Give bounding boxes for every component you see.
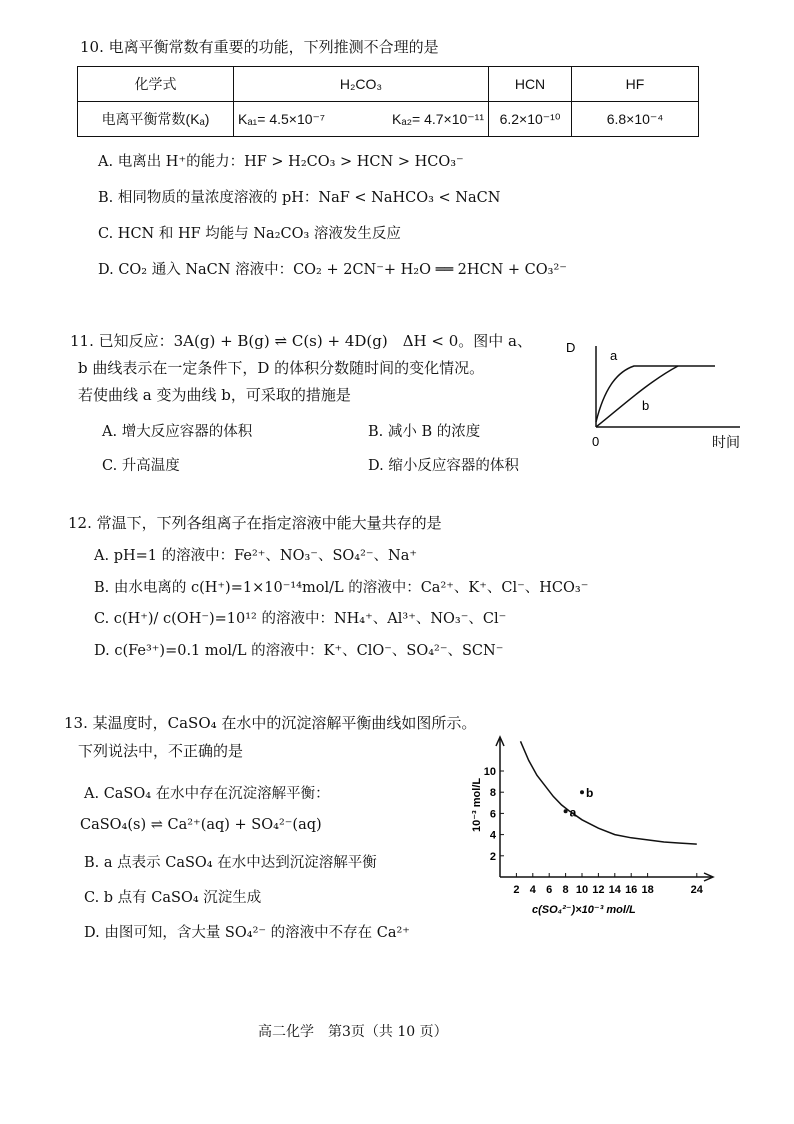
q13-equation: CaSO₄(s) ⇌ Ca²⁺(aq) + SO₄²⁻(aq) — [80, 817, 322, 833]
x-tick-label: 6 — [546, 884, 553, 896]
q10-option-d: D. CO₂ 通入 NaCN 溶液中：CO₂ + 2CN⁻+ H₂O ══ 2HCN + CO₃²⁻ — [98, 262, 567, 278]
point-label-b: b — [586, 786, 594, 801]
q10-option-c: C. HCN 和 HF 均能与 Na₂CO₃ 溶液发生反应 — [98, 226, 401, 242]
table-header-row — [78, 67, 699, 102]
caso4-solubility-chart — [460, 732, 730, 922]
y-tick-label: 8 — [489, 787, 496, 800]
x-tick-label: 2 — [513, 884, 520, 896]
q13-option-b: B. a 点表示 CaSO₄ 在水中达到沉淀溶解平衡 — [84, 855, 377, 871]
q12-option-c: C. c(H⁺)/ c(OH⁻)=10¹² 的溶液中：NH₄⁺、Al³⁺、NO₃⁻、Cl⁻ — [94, 611, 507, 627]
equilibrium-curve — [521, 741, 697, 844]
q12-option-d: D. c(Fe³⁺)=0.1 mol/L 的溶液中：K⁺、ClO⁻、SO₄²⁻、SCN⁻ — [94, 643, 504, 659]
table-cell: 6.2×10⁻¹⁰ — [489, 102, 572, 137]
point-a — [564, 809, 568, 813]
q13-option-c: C. b 点有 CaSO₄ 沉淀生成 — [84, 890, 262, 906]
x-tick-label: 24 — [690, 884, 703, 896]
q11-graph — [560, 330, 760, 455]
q12-option-b: B. 由水电离的 c(H⁺)=1×10⁻¹⁴mol/L 的溶液中：Ca²⁺、K⁺、Cl⁻、HCO₃⁻ — [94, 580, 589, 596]
q10-option-a: A. 电离出 H⁺的能力：HF > H₂CO₃ > HCN > HCO₃⁻ — [98, 154, 464, 170]
point-label-a: a — [569, 805, 577, 820]
q10-option-b: B. 相同物质的量浓度溶液的 pH：NaF < NaHCO₃ < NaCN — [98, 190, 501, 206]
origin-label: 0 — [592, 434, 600, 449]
x-tick-label: 10 — [575, 884, 589, 896]
table-cell: 电离平衡常数(Kₐ) — [78, 102, 234, 137]
x-tick-label: 14 — [608, 884, 621, 896]
table-cell: Kₐ₁= 4.5×10⁻⁷ — [234, 102, 358, 137]
table-row — [78, 102, 699, 137]
page-footer: 高二化学 第3页（共 10 页） — [258, 1024, 448, 1040]
x-tick-label: 8 — [562, 884, 569, 896]
curve-b-label: b — [642, 398, 650, 413]
q11-stem-line1: 11. 已知反应：3A(g) + B(g) ⇌ C(s) + 4D(g) ΔH < 0。图中 a、 — [70, 332, 532, 350]
table-cell: Kₐ₂= 4.7×10⁻¹¹ — [358, 102, 489, 137]
table-header-cell: HCN — [489, 67, 572, 102]
table-header-cell: HF — [572, 67, 699, 102]
x-tick-label: 12 — [592, 884, 605, 896]
table-cell: 6.8×10⁻⁴ — [572, 102, 699, 137]
x-tick-label: 16 — [625, 884, 638, 896]
table-header-cell: H₂CO₃ — [234, 67, 489, 102]
y-tick-label: 2 — [489, 850, 496, 863]
y-tick-label: 10 — [483, 766, 496, 778]
q11-stem-line3: 若使曲线 a 变为曲线 b，可采取的措施是 — [78, 386, 351, 404]
curve-a — [596, 366, 715, 422]
q12-option-a: A. pH=1 的溶液中：Fe²⁺、NO₃⁻、SO₄²⁻、Na⁺ — [94, 548, 418, 564]
y-tick-label: 4 — [489, 829, 496, 842]
q11-stem-line2: b 曲线表示在一定条件下，D 的体积分数随时间的变化情况。 — [78, 359, 485, 377]
q13-stem-line2: 下列说法中，不正确的是 — [78, 742, 244, 760]
y-axis-label: D — [566, 340, 576, 355]
y-axis-label: 10⁻³ mol/L — [471, 777, 483, 832]
x-tick-label: 4 — [529, 884, 536, 896]
q11-option-a: A. 增大反应容器的体积 — [102, 424, 253, 440]
q11-option-c: C. 升高温度 — [102, 458, 180, 474]
curve-a-label: a — [610, 348, 618, 363]
q12-stem: 12. 常温下，下列各组离子在指定溶液中能大量共存的是 — [68, 514, 442, 532]
x-axis-label: c(SO₄²⁻)×10⁻³ mol/L — [532, 904, 636, 916]
q13-option-a: A. CaSO₄ 在水中存在沉淀溶解平衡： — [84, 786, 330, 802]
point-b — [580, 790, 584, 794]
q10-stem: 10. 电离平衡常数有重要的功能，下列推测不合理的是 — [80, 38, 439, 56]
y-tick-label: 6 — [489, 808, 496, 821]
q13-option-d: D. 由图可知，含大量 SO₄²⁻ 的溶液中不存在 Ca²⁺ — [84, 925, 410, 941]
table-header-cell: 化学式 — [78, 67, 234, 102]
ionization-constant-table — [77, 66, 699, 137]
curve-b — [596, 366, 678, 427]
x-tick-label: 18 — [641, 884, 654, 896]
q11-option-d: D. 缩小反应容器的体积 — [368, 458, 519, 474]
x-axis-label: 时间 — [712, 434, 740, 450]
q11-option-b: B. 减小 B 的浓度 — [368, 424, 481, 440]
q13-stem-line1: 13. 某温度时，CaSO₄ 在水中的沉淀溶解平衡曲线如图所示。 — [64, 714, 477, 732]
